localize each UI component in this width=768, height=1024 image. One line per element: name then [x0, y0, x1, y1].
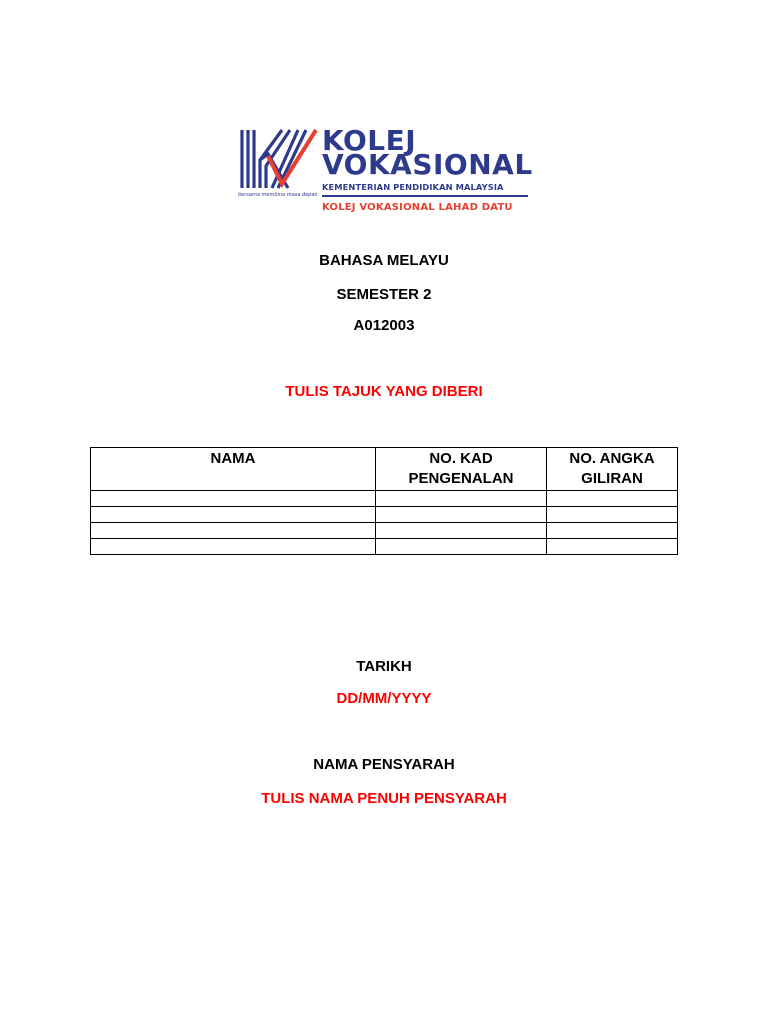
date-placeholder[interactable]: DD/MM/YYYY: [336, 690, 432, 707]
college-logo: [238, 126, 534, 218]
date-label: TARIKH: [356, 658, 412, 675]
table-cell[interactable]: [91, 539, 376, 555]
table-cell[interactable]: [547, 539, 678, 555]
table-cell[interactable]: [547, 491, 678, 507]
table-row: [91, 507, 678, 523]
table-cell[interactable]: [547, 507, 678, 523]
table-cell[interactable]: [376, 507, 547, 523]
table-row: [91, 491, 678, 507]
table-cell[interactable]: [376, 523, 547, 539]
table-cell[interactable]: [376, 491, 547, 507]
table-cell[interactable]: [91, 523, 376, 539]
logo-divider: [322, 195, 528, 197]
semester-title: SEMESTER 2: [336, 286, 432, 303]
student-table: [90, 447, 678, 555]
title-placeholder[interactable]: TULIS TAJUK YANG DIBERI: [285, 383, 483, 400]
table-header-row: [91, 448, 678, 491]
logo-brand-line1: KOLEJ: [322, 124, 417, 157]
logo-tagline: bersama membina masa depan: [238, 192, 318, 198]
logo-brand-line2: VOKASIONAL: [322, 148, 533, 181]
header-no-angka-giliran: NO. ANGKA GILIRAN: [547, 448, 678, 491]
header-nama: NAMA: [91, 448, 376, 491]
logo-ministry: KEMENTERIAN PENDIDIKAN MALAYSIA: [322, 182, 504, 192]
subject-title: BAHASA MELAYU: [319, 252, 449, 269]
lecturer-placeholder[interactable]: TULIS NAMA PENUH PENSYARAH: [261, 790, 507, 807]
table-cell[interactable]: [376, 539, 547, 555]
kv-logo-icon: [238, 126, 322, 192]
table-cell[interactable]: [91, 507, 376, 523]
table-row: [91, 539, 678, 555]
logo-branch: KOLEJ VOKASIONAL LAHAD DATU: [322, 202, 513, 213]
course-code: A012003: [353, 317, 415, 334]
lecturer-label: NAMA PENSYARAH: [313, 756, 455, 773]
header-no-kad-pengenalan: NO. KAD PENGENALAN: [376, 448, 547, 491]
table-cell[interactable]: [91, 491, 376, 507]
table-row: [91, 523, 678, 539]
table-cell[interactable]: [547, 523, 678, 539]
